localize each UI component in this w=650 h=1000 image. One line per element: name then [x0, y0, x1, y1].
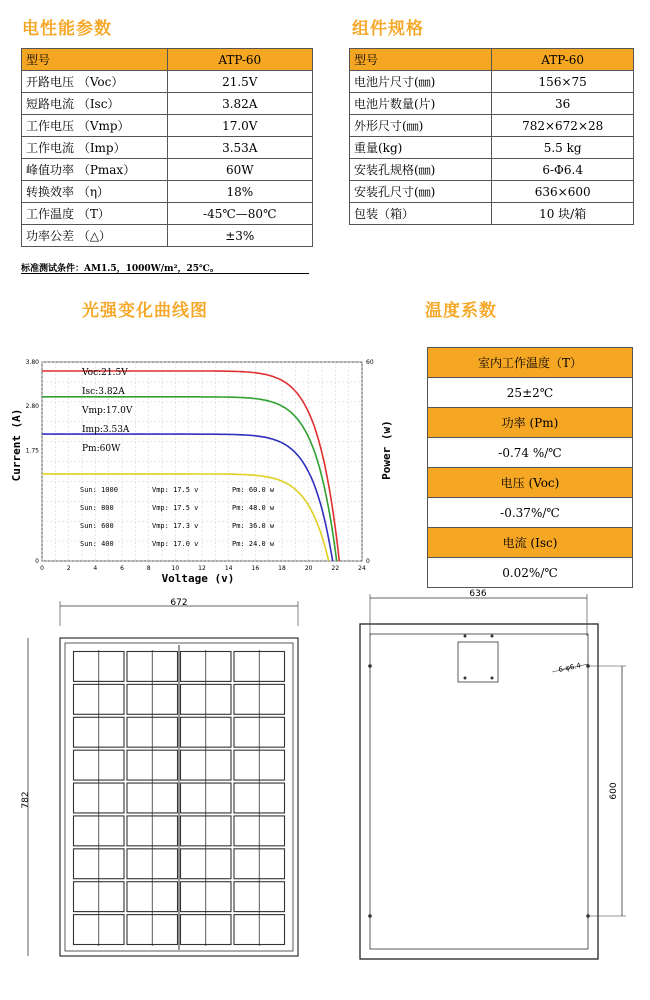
y2-axis-label: Power (w): [380, 420, 393, 480]
row-value: 782×672×28: [492, 115, 634, 137]
legend-pm: Pm: 48.0 w: [232, 504, 275, 512]
header-label: 型号: [22, 49, 168, 71]
mount-hole: [368, 914, 372, 918]
row-value: 3.53A: [167, 137, 312, 159]
x-tick-label: 8: [146, 565, 151, 572]
temp-header-row: [428, 408, 633, 438]
row-label: 工作电压 （Vmp）: [22, 115, 168, 137]
legend-pm: Pm: 36.0 w: [232, 522, 275, 530]
legend-vmp: Vmp: 17.3 v: [152, 522, 199, 530]
row-label: 短路电流 （Isc）: [22, 93, 168, 115]
x-tick-label: 12: [198, 565, 206, 572]
junction-box: [458, 642, 498, 682]
curve-annotation: Isc:3.82A: [82, 387, 125, 397]
table-header-row: [22, 49, 313, 71]
header-value: ATP-60: [167, 49, 312, 71]
x-tick-label: 4: [93, 565, 98, 572]
row-value: 6-Φ6.4: [492, 159, 634, 181]
row-label: 外形尺寸(㎜): [350, 115, 492, 137]
table-row: [350, 159, 634, 181]
table-row: [350, 137, 634, 159]
x-tick-label: 10: [171, 565, 180, 572]
table-row: [350, 115, 634, 137]
x-tick-label: 6: [120, 565, 124, 572]
temp-value-row: [428, 498, 633, 528]
y2-tick-label: 0: [366, 558, 370, 565]
legend-sun: Sun: 600: [80, 522, 114, 530]
x-axis-label: Voltage (v): [161, 572, 235, 585]
temp-value: -0.37%/℃: [428, 498, 633, 528]
legend-pm: Pm: 60.0 w: [232, 486, 275, 494]
curve-annotation: Imp:3.53A: [82, 425, 130, 435]
legend-pm: Pm: 24.0 w: [232, 540, 275, 548]
hole-spec-label: 6-φ6.4: [557, 661, 582, 674]
width-label: 672: [170, 598, 188, 608]
test-condition-note: 标准测试条件：AM1.5，1000W/m²，25℃。: [21, 264, 219, 274]
table-row: [22, 93, 313, 115]
iv-curve: [42, 371, 339, 561]
temp-value-row: [428, 558, 633, 588]
module-table: [349, 48, 634, 225]
header-label: 型号: [350, 49, 492, 71]
temp-header-row: [428, 348, 633, 378]
curve-annotation: Voc:21.5V: [82, 368, 128, 378]
height-label: 600: [609, 782, 619, 800]
width-label: 636: [469, 589, 487, 599]
back-inner-frame: [370, 634, 588, 949]
x-tick-label: 0: [40, 565, 44, 572]
legend-vmp: Vmp: 17.5 v: [152, 486, 199, 494]
iv-curve-chart: [0, 340, 395, 590]
row-label: 包装（箱）: [350, 203, 492, 225]
mount-hole: [491, 635, 494, 638]
row-label: 工作电流 （Imp）: [22, 137, 168, 159]
x-tick-label: 14: [224, 565, 233, 572]
temp-header-row: [428, 528, 633, 558]
temp-label: 室内工作温度（T）: [428, 348, 633, 378]
x-tick-label: 24: [358, 565, 366, 572]
table-row: [22, 137, 313, 159]
table-row: [22, 181, 313, 203]
row-label: 重量(kg): [350, 137, 492, 159]
legend-sun: Sun: 1000: [80, 486, 118, 494]
row-value: 21.5V: [167, 71, 312, 93]
mount-hole: [368, 664, 372, 668]
temp-value-row: [428, 378, 633, 408]
row-value: 10 块/箱: [492, 203, 634, 225]
row-value: 18%: [167, 181, 312, 203]
table-row: [350, 203, 634, 225]
temp-table: [427, 347, 633, 588]
header-value: ATP-60: [492, 49, 634, 71]
table-row: [22, 159, 313, 181]
temp-value: 0.02%/℃: [428, 558, 633, 588]
x-tick-label: 16: [251, 565, 260, 572]
iv-curve: [42, 397, 337, 561]
temp-label: 电压 (Voc): [428, 468, 633, 498]
back-frame: [360, 624, 598, 959]
curve-title: 光强变化曲线图: [82, 301, 208, 321]
legend-vmp: Vmp: 17.5 v: [152, 504, 199, 512]
row-value: ±3%: [167, 225, 312, 247]
table-row: [22, 115, 313, 137]
row-value: -45℃—80℃: [167, 203, 312, 225]
temp-title: 温度系数: [425, 301, 497, 321]
x-tick-label: 22: [331, 565, 340, 572]
front-panel-drawing: [20, 596, 320, 991]
module-title: 组件规格: [352, 19, 424, 39]
row-label: 峰值功率 （Pmax）: [22, 159, 168, 181]
row-label: 安装孔尺寸(㎜): [350, 181, 492, 203]
row-label: 工作温度 （T）: [22, 203, 168, 225]
y-tick-label: 1.75: [25, 447, 39, 455]
x-tick-label: 18: [278, 565, 286, 572]
height-label: 782: [21, 791, 31, 809]
row-value: 636×600: [492, 181, 634, 203]
row-value: 17.0V: [167, 115, 312, 137]
row-value: 36: [492, 93, 634, 115]
back-panel-drawing: [340, 584, 640, 989]
note-divider: [21, 273, 309, 274]
temp-value-row: [428, 438, 633, 468]
y2-tick-label: 60: [366, 359, 374, 366]
row-label: 电池片尺寸(㎜): [350, 71, 492, 93]
y-tick-label: 2.80: [25, 403, 39, 411]
mount-hole: [491, 677, 494, 680]
mount-hole: [464, 677, 467, 680]
curve-annotation: Vmp:17.0V: [82, 406, 133, 416]
y-tick-label: 3.80: [25, 359, 39, 366]
row-label: 电池片数量(片): [350, 93, 492, 115]
x-tick-label: 2: [66, 565, 71, 572]
temp-value: -0.74 %/℃: [428, 438, 633, 468]
row-value: 156×75: [492, 71, 634, 93]
y-axis-label: Current (A): [10, 408, 23, 482]
temp-label: 功率 (Pm): [428, 408, 633, 438]
table-row: [350, 71, 634, 93]
mount-hole: [464, 635, 467, 638]
row-value: 3.82A: [167, 93, 312, 115]
row-value: 60W: [167, 159, 312, 181]
electrical-table: [21, 48, 313, 247]
legend-vmp: Vmp: 17.0 v: [152, 540, 199, 548]
temp-header-row: [428, 468, 633, 498]
curve-annotation: Pm:60W: [82, 444, 121, 454]
table-row: [350, 181, 634, 203]
row-label: 转换效率 （η）: [22, 181, 168, 203]
x-tick-label: 20: [304, 565, 313, 572]
table-row: [350, 93, 634, 115]
temp-value: 25±2℃: [428, 378, 633, 408]
legend-sun: Sun: 800: [80, 504, 114, 512]
table-row: [22, 203, 313, 225]
temp-label: 电流 (Isc): [428, 528, 633, 558]
row-value: 5.5 kg: [492, 137, 634, 159]
y-tick-label: 0: [35, 558, 39, 565]
legend-sun: Sun: 400: [80, 540, 114, 548]
electrical-title: 电性能参数: [22, 19, 112, 39]
row-label: 安装孔规格(㎜): [350, 159, 492, 181]
table-header-row: [350, 49, 634, 71]
table-row: [22, 71, 313, 93]
table-row: [22, 225, 313, 247]
row-label: 功率公差 （△）: [22, 225, 168, 247]
row-label: 开路电压 （Voc）: [22, 71, 168, 93]
